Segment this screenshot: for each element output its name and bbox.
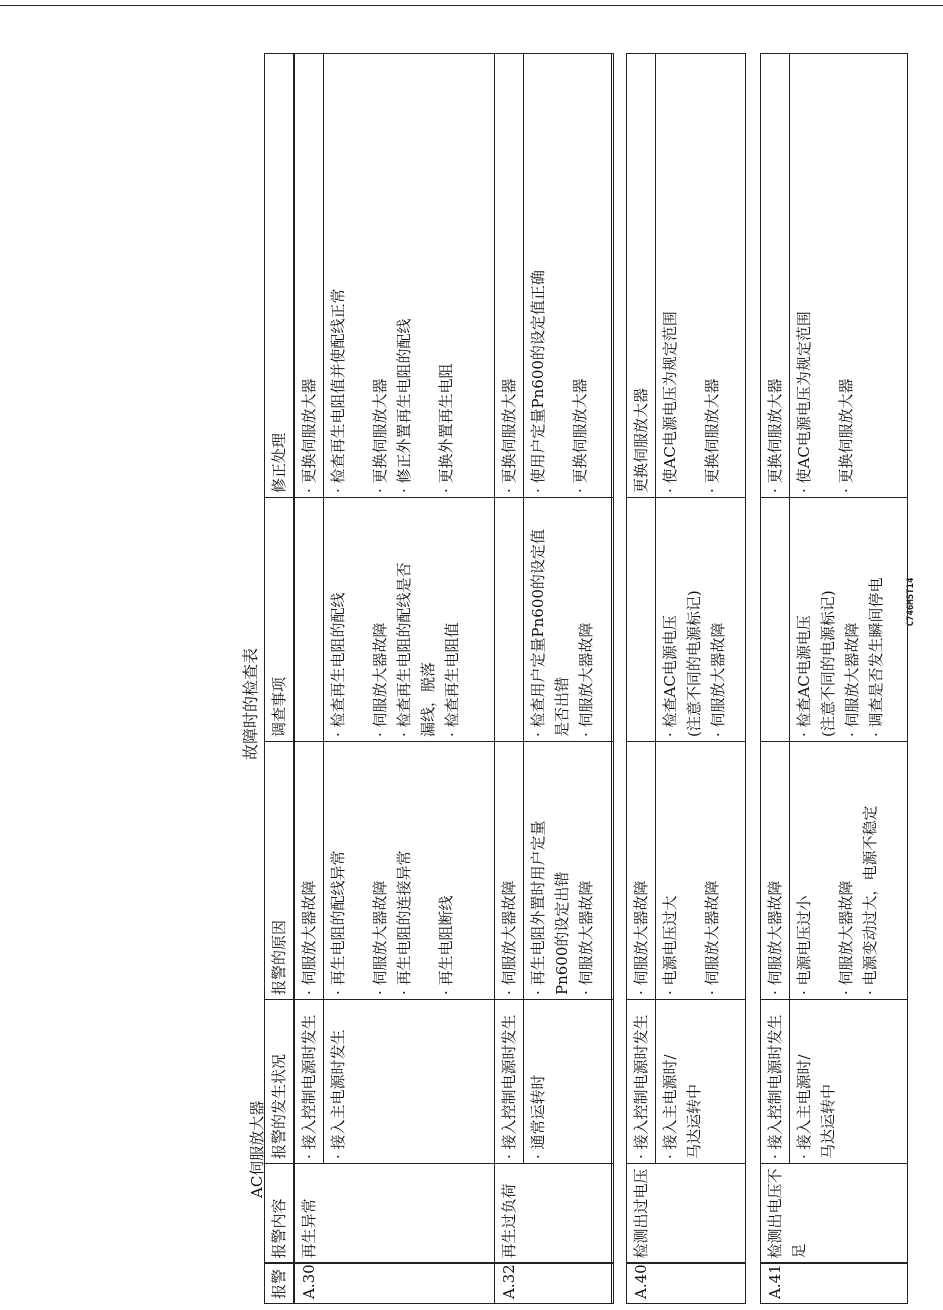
alarm-table-a32 [494,53,614,1304]
cause-cell: · 再生电阻的配线异常 · 伺服放大器故障 · 再生电阻的连接异常 · 再生电阻断线 [324,742,612,1000]
table-row [761,54,790,1304]
alarm-content: 检测出过电压 [627,1164,746,1264]
header-content: 报警内容 [265,1164,295,1264]
cause-cell: · 伺服放大器故障 [627,742,656,1000]
fix-cell: · 更换伺服放大器 [294,54,324,498]
alarm-code: A.41 [761,1264,908,1304]
table-header-row [265,54,295,1304]
cause-cell: · 电源电压过大 · 伺服放大器故障 [656,742,746,1000]
fix-cell: · 更换伺服放大器 [495,54,524,498]
check-cell [294,498,324,742]
fix-cell: · 检查再生电阻值并使配线正常 · 更换伺服放大器 · 修正外置再生电阻的配线 · 更换外置再生电阻 [324,54,612,498]
header-check: 调查事项 [265,498,295,742]
alarm-content: 再生过负荷 [495,1164,614,1264]
fix-cell: 更换伺服放大器 [627,54,656,498]
cause-cell: · 伺服放大器故障 [495,742,524,1000]
table-row [524,54,614,1304]
header-situation: 报警的发生状况 [265,1000,295,1164]
check-cell: · 检查AC电源电压 (注意不同的电源标记) · 伺服放大器故障 [656,498,746,742]
check-cell [627,498,656,742]
table-row [790,54,908,1304]
alarm-content: 检测出电压不足 [761,1164,908,1264]
fix-cell: · 更换伺服放大器 [761,54,790,498]
situation-cell: · 接入主电源时/ 马达运转中 [656,1000,746,1164]
alarm-code: A.40 [627,1264,746,1304]
check-cell [495,498,524,742]
check-cell [761,498,790,742]
situation-cell: · 接入控制电源时发生 [761,1000,790,1164]
alarm-content: 再生异常 [294,1164,612,1264]
situation-cell: · 接入控制电源时发生 [495,1000,524,1164]
fix-cell: · 使AC电源电压为规定范围 · 更换伺服放大器 [656,54,746,498]
table-row [495,54,524,1304]
situation-cell: · 通常运转时 [524,1000,614,1164]
alarm-code: A.32 [495,1264,614,1304]
situation-cell: · 接入控制电源时发生 [294,1000,324,1164]
situation-cell: · 接入主电源时发生 [324,1000,612,1164]
check-cell: · 检查用户定量Pn600的设定值 是否出错 · 伺服放大器故障 [524,498,614,742]
device-title: AC伺服放大器 [248,1100,266,1198]
header-fix: 修正处理 [265,54,295,498]
alarm-code: A.30 [294,1264,612,1304]
situation-cell: · 接入控制电源时发生 [627,1000,656,1164]
table-row [294,54,324,1304]
page-title: 故障时的检查表 [241,647,260,760]
table-row [656,54,746,1304]
cause-cell: · 电源电压过小 · 伺服放大器故障 · 电源变动过大，电源不稳定 [790,742,908,1000]
header-alarm: 报警 [265,1264,295,1304]
fix-cell: · 使AC电源电压为规定范围 · 更换伺服放大器 [790,54,908,498]
alarm-table-a41 [760,53,908,1304]
fix-cell: · 使用户定量Pn600的设定值正确 · 更换伺服放大器 [524,54,614,498]
cause-cell: · 伺服放大器故障 [294,742,324,1000]
situation-cell: · 接入主电源时/ 马达运转中 [790,1000,908,1164]
alarm-table-a40 [626,53,746,1304]
check-cell: · 检查再生电阻的配线 · 伺服放大器故障 · 检查再生电阻的配线是否 漏线，脱落 · 检查再生电阻值 [324,498,612,742]
cause-cell: · 再生电阻外置时用户定量 Pn600的设定出错 · 伺服放大器故障 [524,742,614,1000]
cause-cell: · 伺服放大器故障 [761,742,790,1000]
check-cell: · 检查AC电源电压 (注意不同的电源标记) · 伺服放大器故障 · 调查是否发生瞬间停电 [790,498,908,742]
document-code: C746M5T14 [906,577,916,627]
header-cause: 报警的原因 [265,742,295,1000]
table-row [627,54,656,1304]
